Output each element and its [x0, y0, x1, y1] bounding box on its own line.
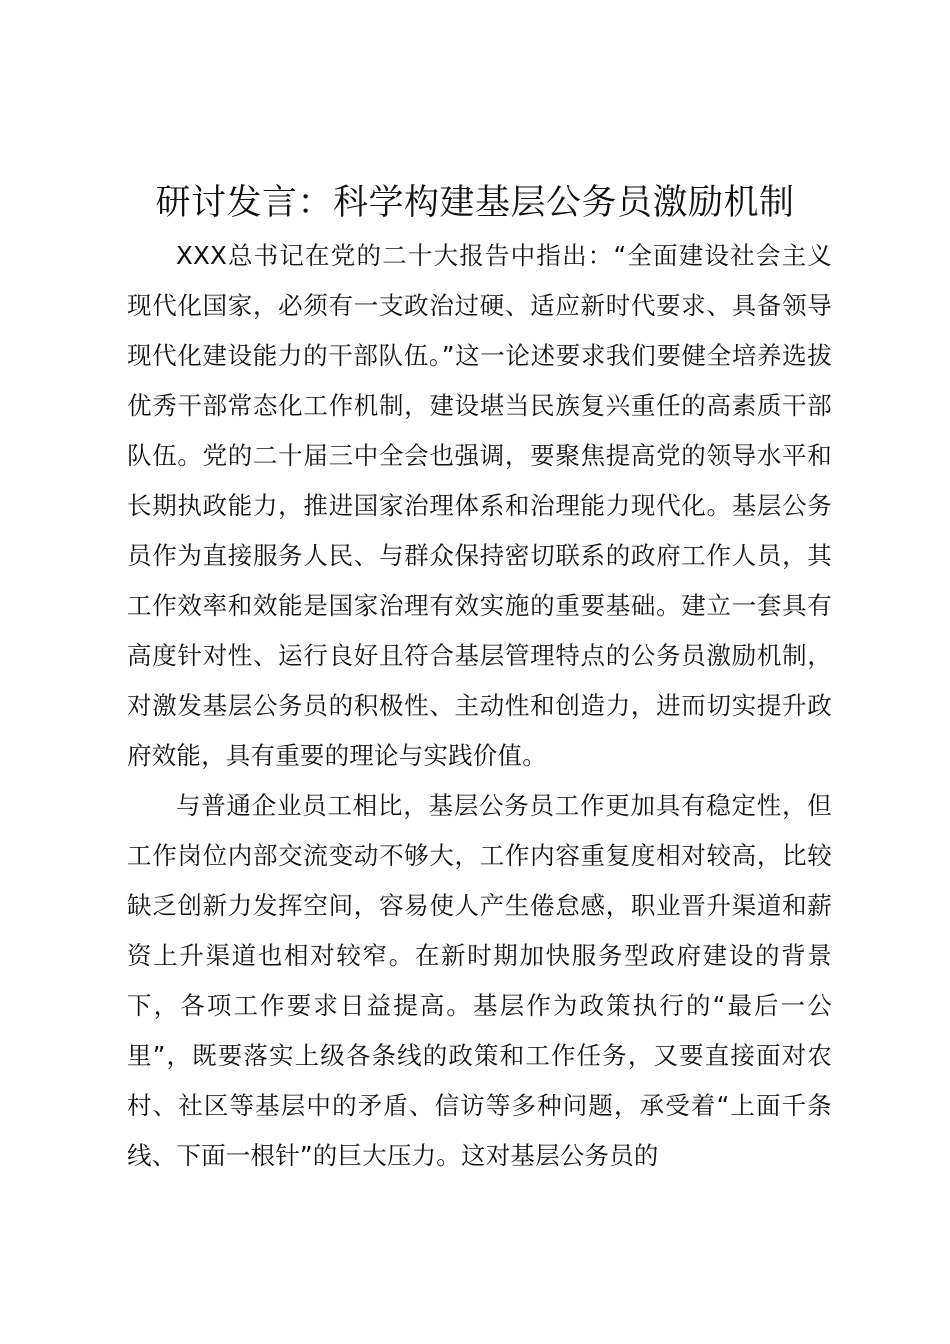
document-title: 研讨发言：科学构建基层公务员激励机制 [155, 183, 795, 223]
paragraph-2: 与普通企业员工相比，基层公务员工作更加具有稳定性，但工作岗位内部交流变动不够大，工作内容重复度相对较高，比较缺乏创新力发挥空间，容易使人产生倦怠感，职业晋升渠道和薪资上升渠道也相对较窄。在新时期加快服务型政府建设的背景下，各项工作要求日益提高。基层作为政策执行的“最后一公里”，既要落实上级各条线的政策和工作任务，又要直接面对农村、社区等基层中的矛盾、信访等多种问题，承受着“上面千条线、下面一根针”的巨大压力。这对基层公务员的 [127, 791, 832, 1170]
paragraph-1: XXX总书记在党的二十大报告中指出：“全面建设社会主义现代化国家，必须有一支政治过硬、适应新时代要求、具备领导现代化建设能力的干部队伍。”这一论述要求我们要健全培养选拔优秀干部常态化工作机制，建设堪当民族复兴重任的高素质干部队伍。党的二十届三中全会也强调，要聚焦提高党的领导水平和长期执政能力，推进国家治理体系和治理能力现代化。基层公务员作为直接服务人民、与群众保持密切联系的政府工作人员，其工作效率和效能是国家治理有效实施的重要基础。建立一套具有高度针对性、运行良好且符合基层管理特点的公务员激励机制，对激发基层公务员的积极性、主动性和创造力，进而切实提升政府效能，具有重要的理论与实践价值。 [127, 241, 832, 770]
